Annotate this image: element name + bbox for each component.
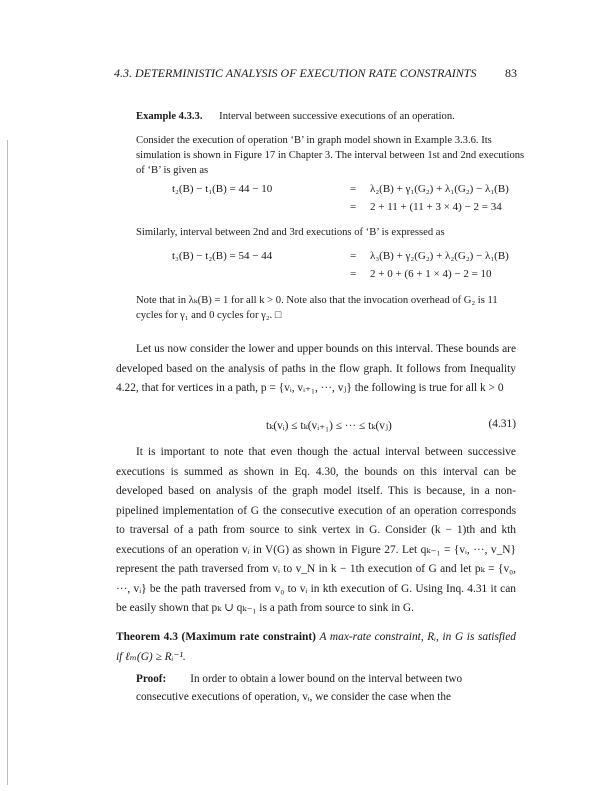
example-label: Example 4.3.3. [136,111,203,122]
example-heading [136,109,526,124]
equation-2-lhs: t₃(B) − t₂(B) = 54 − 44 [172,250,273,262]
theorem-statement: A max-rate constraint, Rᵢ, in G is satisfied if ℓₘ(G) ≥ Rᵢ⁻¹. [116,631,516,663]
equation-4-31-formula: tₖ(vᵢ) ≤ tₖ(vᵢ₊₁) ≤ ··· ≤ tₖ(vⱼ) [266,420,392,432]
equation-2-equals-2: = [350,268,357,280]
equation-1-lhs: t₂(B) − t₁(B) = 44 − 10 [172,183,273,195]
example-paragraph-3: Note that in λₖ(B) = 1 for all k > 0. Note also that the invocation overhead of G₂ is 11 cycles for γ₁ and 0 cycles for γ₂. □ [136,295,498,321]
equation-1-equals-2: = [350,201,357,213]
theorem-block [116,628,516,667]
page-binding-edge [7,140,8,785]
example-paragraph-1: Consider the execution of operation ‘B’ in graph model shown in Example 3.3.6. Its simulation is shown in Figure 17 in Chapter 3. The interval between 1st and 2nd executions of ‘B’ is given as [136,135,525,176]
equation-1-rhs-2: 2 + 11 + (11 + 3 × 4) − 2 = 34 [370,201,502,213]
running-header: 4.3. DETERMINISTIC ANALYSIS OF EXECUTION RATE CONSTRAINTS [114,66,477,80]
example-paragraph-2: Similarly, interval between 2nd and 3rd executions of ‘B’ is expressed as [136,227,445,238]
equation-2-rhs-1: λ₃(B) + γ₂(G₂) + λ₂(G₂) − λ₁(B) [370,250,509,262]
equation-2-rhs-2: 2 + 0 + (6 + 1 × 4) − 2 = 10 [370,268,492,280]
proof-block [136,670,516,706]
equation-4-31-number: (4.31) [488,418,516,430]
proof-text: In order to obtain a lower bound on the interval between two consecutive executions of operation, vᵢ, we consider the case when the [136,673,463,703]
equation-1-equals: = [350,183,357,195]
page-number: 83 [505,66,517,80]
body-paragraph-2: It is important to note that even though the actual interval between successive executions is summed as shown in Eq. 4.30, the bounds on this interval can be developed based on analysis of the graph model itself. This is because, in a non-pipelined implementation of G the consecutive execution of an operation corresponds to traversal of a path from source to sink vertex in G. Consider (k − 1)th and kth executions of an operation vᵢ in V(G) as shown in Figure 27. Let qₖ₋₁ = {vᵢ, ···, v_N} represent the path traversed from vᵢ to v_N in k − 1th execution of G and let pₖ = {v₀, ···, vᵢ} be the path traversed from v₀ to vᵢ in kth execution of G. Using Inq. 4.31 it can be easily shown that pₖ ∪ qₖ₋₁ is a path from source to sink in G. [116,446,516,614]
theorem-label: Theorem 4.3 (Maximum rate constraint) [116,631,316,643]
equation-2-equals: = [350,250,357,262]
example-caption: Interval between successive executions of an operation. [219,111,455,122]
body-paragraph-1: Let us now consider the lower and upper bounds on this interval. These bounds are developed based on the analysis of paths in the flow graph. It follows from Inequality 4.22, that for vertices in a path, p = {vᵢ, vᵢ₊₁, ···, vⱼ} the following is true for all k > 0 [116,343,516,394]
proof-label: Proof: [136,673,167,685]
equation-1-rhs-1: λ₂(B) + γ₁(G₂) + λ₁(G₂) − λ₁(B) [370,183,509,195]
